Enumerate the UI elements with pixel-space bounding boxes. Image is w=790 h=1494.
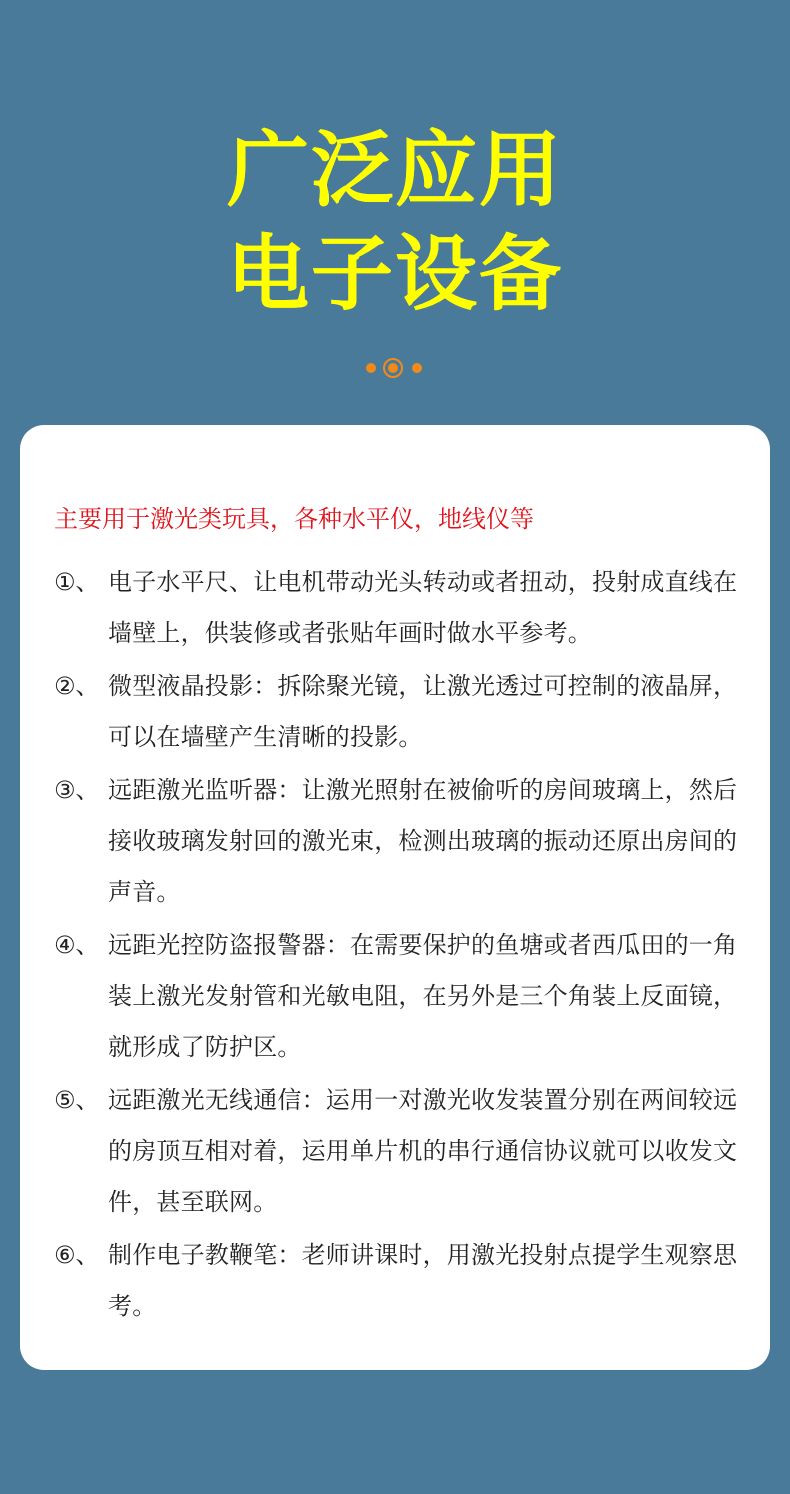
item-text: 电子水平尺、让电机带动光头转动或者扭动，投射成直线在墙壁上，供装修或者张贴年画时做水平参考。 bbox=[108, 568, 738, 647]
dot-icon bbox=[412, 363, 422, 373]
list-item bbox=[54, 920, 760, 1073]
application-list bbox=[54, 557, 760, 1334]
item-text: 制作电子教鞭笔：老师讲课时，用激光投射点提学生观察思考。 bbox=[108, 1241, 738, 1320]
list-item bbox=[54, 765, 760, 918]
hero-section bbox=[0, 0, 790, 420]
item-text: 远距激光无线通信：运用一对激光收发装置分别在两间较远的房顶互相对着，运用单片机的串行通信协议就可以收发文件，甚至联网。 bbox=[108, 1086, 738, 1216]
item-text: 远距光控防盗报警器：在需要保护的鱼塘或者西瓜田的一角装上激光发射管和光敏电阻，在另外是三个角装上反面镜，就形成了防护区。 bbox=[108, 931, 738, 1061]
item-number: ⑥、 bbox=[54, 1241, 100, 1269]
list-item bbox=[54, 661, 760, 763]
item-number: ④、 bbox=[54, 931, 100, 959]
dot-icon bbox=[366, 363, 376, 373]
ring-dot-icon bbox=[383, 358, 403, 378]
list-item bbox=[54, 1075, 760, 1228]
list-item bbox=[54, 557, 760, 659]
content-card bbox=[20, 425, 770, 1370]
item-text: 远距激光监听器：让激光照射在被偷听的房间玻璃上，然后接收玻璃发射回的激光束，检测出玻璃的振动还原出房间的声音。 bbox=[108, 776, 738, 906]
decorative-dots bbox=[0, 356, 790, 380]
item-number: ①、 bbox=[54, 568, 100, 596]
item-number: ②、 bbox=[54, 672, 100, 700]
item-text: 微型液晶投影：拆除聚光镜，让激光透过可控制的液晶屏，可以在墙壁产生清晰的投影。 bbox=[108, 672, 738, 751]
list-item bbox=[54, 1230, 760, 1332]
hero-title-line1: 广泛应用 bbox=[226, 123, 563, 218]
item-number: ⑤、 bbox=[54, 1086, 100, 1114]
intro-text: 主要用于激光类玩具，各种水平仪，地线仪等 bbox=[54, 505, 534, 533]
hero-title-line2: 电子设备 bbox=[226, 227, 563, 322]
item-number: ③、 bbox=[54, 776, 100, 804]
